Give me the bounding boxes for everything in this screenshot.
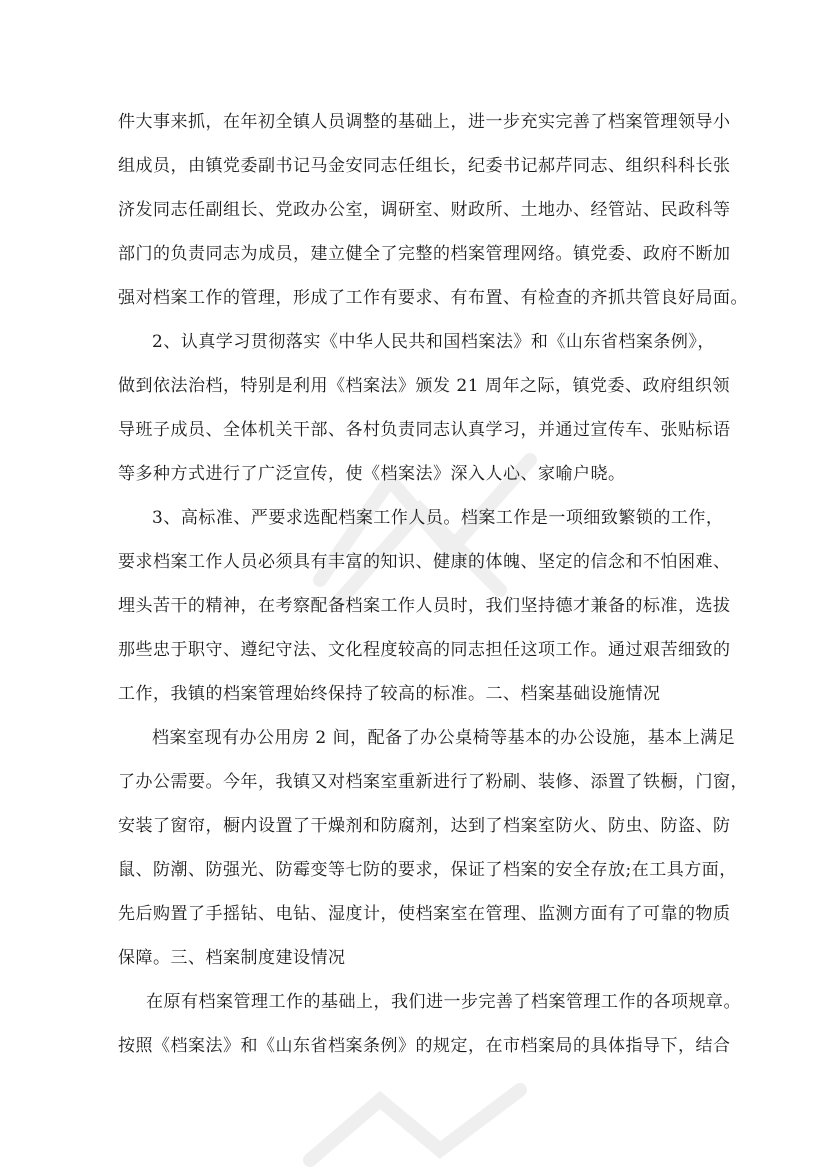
paragraph-line: 档案室现有办公用房 2 间，配备了办公桌椅等基本的办公设施，基本上满足 (152, 728, 736, 748)
paragraph-line: 组成员，由镇党委副书记马金安同志任组长，纪委书记郝芹同志、组织科科长张 (118, 156, 731, 176)
paragraph-line: 3、高标准、严要求选配档案工作人员。档案工作是一项细致繁锁的工作， (152, 508, 724, 528)
paragraph-line: 做到依法治档，特别是利用《档案法》颁发 21 周年之际，镇党委、政府组织领 (118, 376, 730, 396)
paragraph-line: 件大事来抓，在年初全镇人员调整的基础上，进一步充实完善了档案管理领导小 (118, 112, 731, 132)
paragraph-line: 先后购置了手摇钻、电钻、湿度计，使档案室在管理、监测方面有了可靠的物质 (118, 904, 731, 924)
paragraph-line: 济发同志任副组长、党政办公室，调研室、财政所、土地办、经管站、民政科等 (118, 200, 731, 220)
paragraph-line: 那些忠于职守、遵纪守法、文化程度较高的同志担任这项工作。通过艰苦细致的 (118, 640, 731, 660)
paragraph-line: 保障。三、档案制度建设情况 (118, 948, 346, 968)
paragraph-line: 导班子成员、全体机关干部、各村负责同志认真学习，并通过宣传车、张贴标语 (118, 420, 731, 440)
paragraph-line: 强对档案工作的管理，形成了工作有要求、有布置、有检查的齐抓共管良好局面。 (118, 288, 748, 308)
paragraph-line: 鼠、防潮、防强光、防霉变等七防的要求，保证了档案的安全存放;在工具方面， (118, 860, 737, 880)
paragraph-line: 等多种方式进行了广泛宣传，使《档案法》深入人心、家喻户晓。 (118, 464, 626, 484)
paragraph-line: 了办公需要。今年，我镇又对档案室重新进行了粉刷、装修、添置了铁橱，门窗， (118, 772, 748, 792)
paragraph-line: 2、认真学习贯彻落实《中华人民共和国档案法》和《山东省档案条例》， (152, 332, 715, 352)
paragraph-line: 要求档案工作人员必须具有丰富的知识、健康的体魄、坚定的信念和不怕困难、 (118, 552, 731, 572)
paragraph-line: 在原有档案管理工作的基础上，我们进一步完善了档案管理工作的各项规章。 (146, 992, 741, 1012)
paragraph-line: 部门的负责同志为成员，建立健全了完整的档案管理网络。镇党委、政府不断加 (118, 244, 731, 264)
watermark-bottom-icon (290, 1080, 550, 1170)
paragraph-line: 工作，我镇的档案管理始终保持了较高的标准。二、档案基础设施情况 (118, 684, 661, 704)
paragraph-line: 埋头苦干的精神，在考察配备档案工作人员时，我们坚持德才兼备的标准，选拔 (118, 596, 731, 616)
paragraph-line: 安装了窗帘，橱内设置了干燥剂和防腐剂，达到了档案室防火、防虫、防盗、防 (118, 816, 731, 836)
paragraph-line: 按照《档案法》和《山东省档案条例》的规定，在市档案局的具体指导下，结合 (118, 1036, 731, 1056)
document-body (118, 100, 748, 1068)
